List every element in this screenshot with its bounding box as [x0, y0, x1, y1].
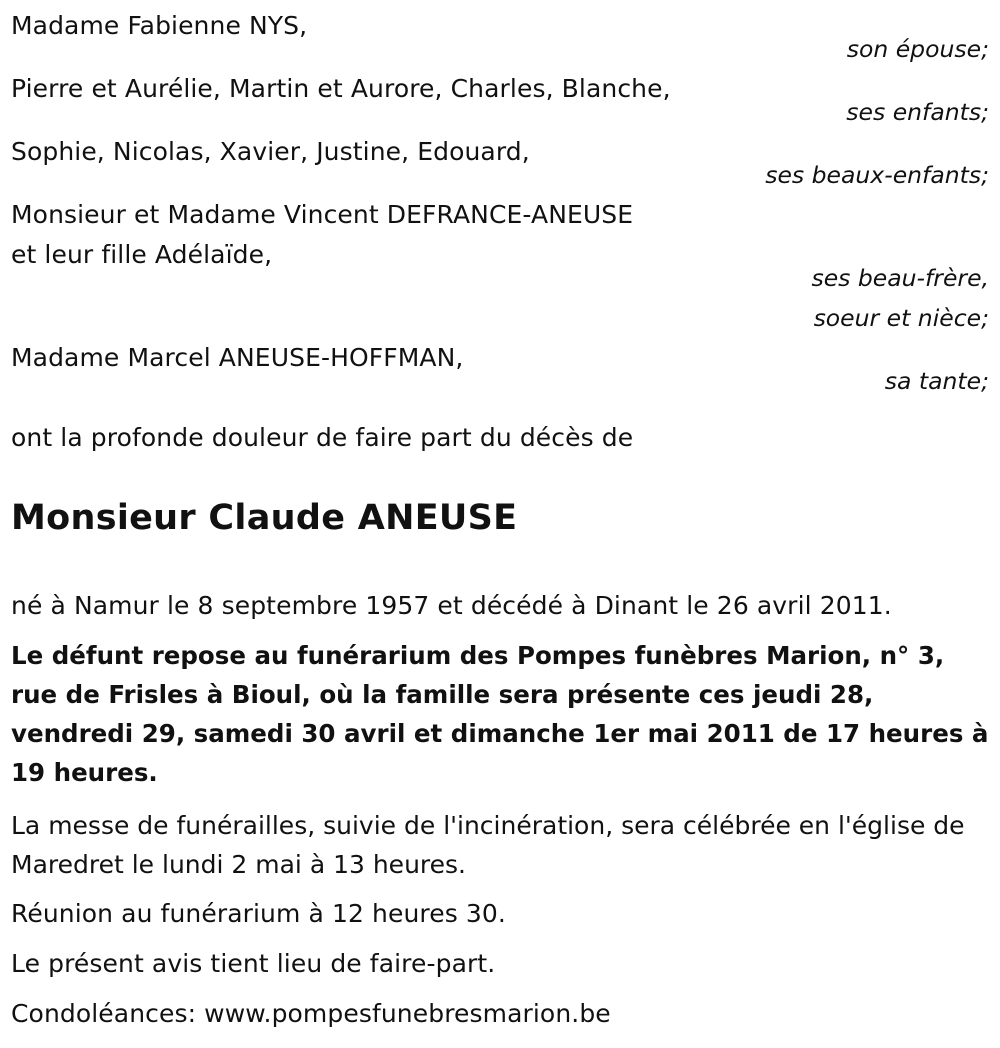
stepchildren-names: Sophie, Nicolas, Xavier, Justine, Edouard,: [11, 137, 530, 166]
birth-death-text: né à Namur le 8 septembre 1957 et décédé à Dinant le 26 avril 2011.: [11, 591, 892, 620]
aunt-name: Madame Marcel ANEUSE-HOFFMAN,: [11, 343, 464, 372]
inlaws-relation-line-2: soeur et nièce;: [813, 304, 989, 332]
aunt-relation: sa tante;: [884, 367, 989, 395]
inlaws-relation-line-1: ses beau-frère,: [811, 264, 989, 292]
deceased-name: Monsieur Claude ANEUSE: [11, 498, 518, 538]
mass-paragraph: La messe de funérailles, suivie de l'incinération, sera célébrée en l'église de Maredret le lundi 2 mai à 13 heures.: [11, 811, 965, 879]
reunion-text: Réunion au funérarium à 12 heures 30.: [11, 899, 506, 928]
announcement-text: ont la profonde douleur de faire part du décès de: [11, 423, 634, 452]
repose-paragraph: Le défunt repose au funérarium des Pompes funèbres Marion, n° 3, rue de Frisles à Bioul, où la famille sera présente ces jeudi 28, vendredi 29, samedi 30 avril et dimanche 1er mai 2011 de 17 heures à 19 heures.: [11, 641, 989, 787]
inlaws-line-1: Monsieur et Madame Vincent DEFRANCE-ANEUSE: [11, 200, 634, 229]
spouse-name: Madame Fabienne NYS,: [11, 11, 308, 40]
condolences-text: Condoléances: www.pompesfunebresmarion.be: [11, 999, 611, 1028]
stepchildren-relation: ses beaux-enfants;: [765, 161, 989, 189]
notice-text: Le présent avis tient lieu de faire-part.: [11, 949, 496, 978]
children-relation: ses enfants;: [846, 98, 989, 126]
spouse-relation: son épouse;: [846, 35, 989, 63]
children-names: Pierre et Aurélie, Martin et Aurore, Charles, Blanche,: [11, 74, 671, 103]
inlaws-line-2: et leur fille Adélaïde,: [11, 240, 273, 269]
